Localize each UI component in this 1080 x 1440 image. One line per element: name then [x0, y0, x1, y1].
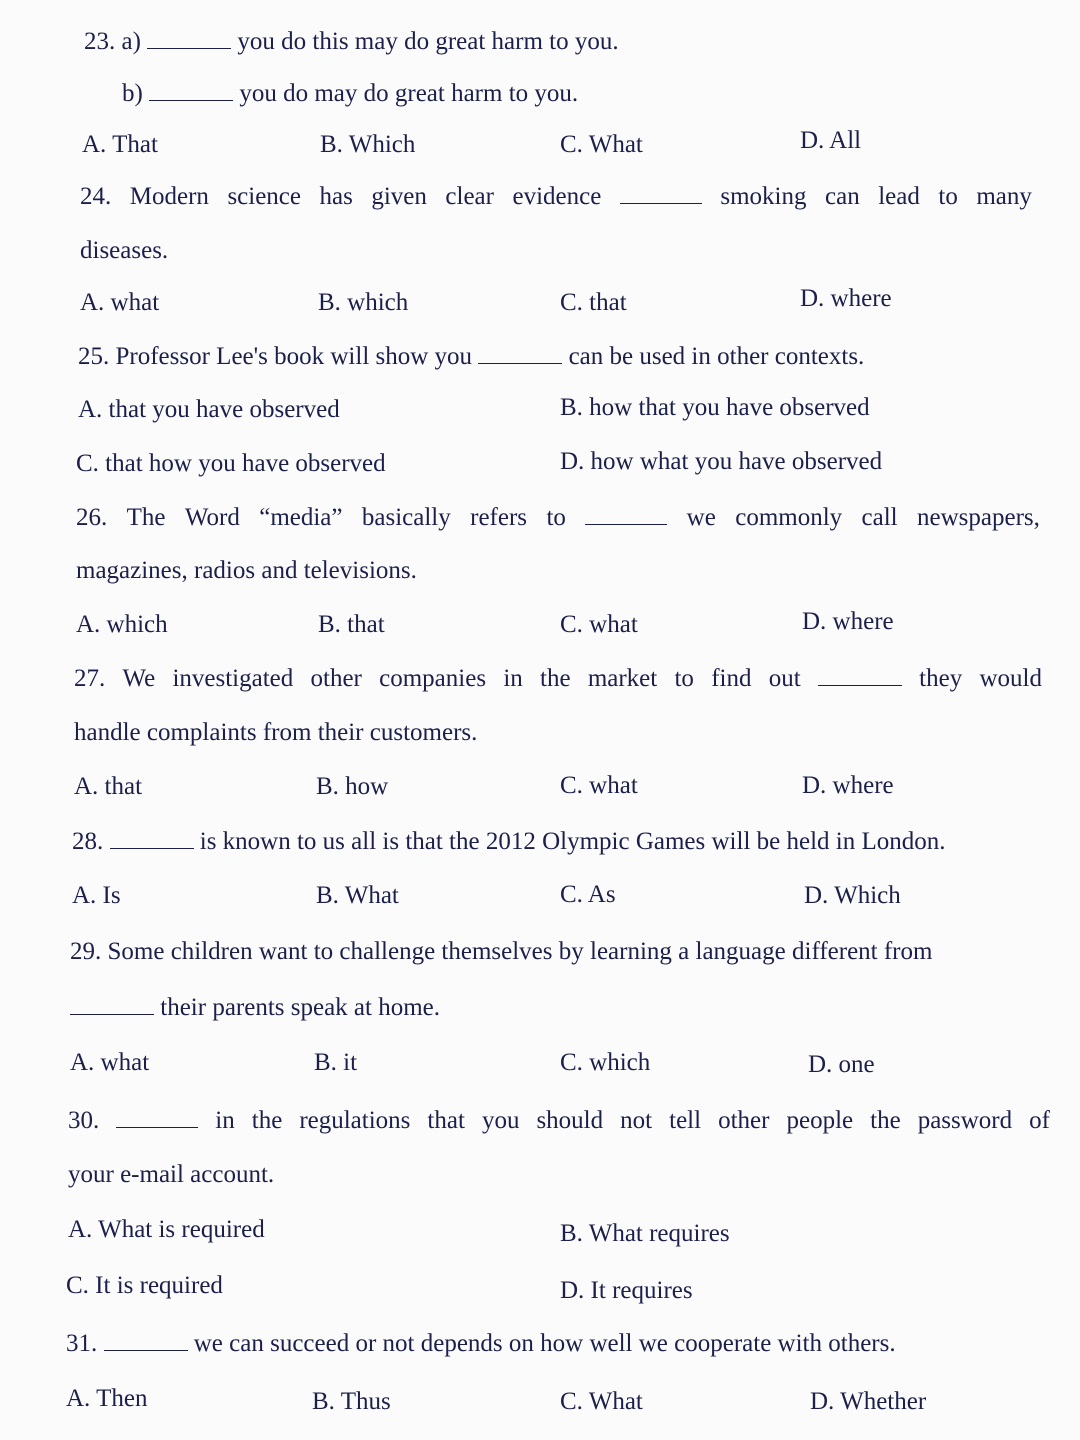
question-number: 23. [84, 28, 116, 55]
stem-word: evidence [512, 183, 602, 210]
stem-word: that [427, 1107, 465, 1134]
stem-word: the [251, 1107, 283, 1134]
question-number: 27. [74, 665, 106, 692]
option-d: D. where [802, 608, 894, 635]
question-number: 26. [76, 504, 108, 531]
stem-word: smoking [720, 183, 807, 210]
stem-word: basically [361, 504, 451, 531]
stem-text: Some children want to challenge themselves by learning a language different from [107, 938, 933, 965]
option-b: B. how [316, 773, 389, 800]
option-d: D. All [800, 127, 862, 154]
answer-blank [585, 502, 667, 525]
question-number: 30. [68, 1107, 100, 1134]
question-27-stem [74, 663, 1042, 694]
stem-word: lead [878, 183, 920, 210]
stem-word: tell [669, 1107, 702, 1134]
question-number: 28. [72, 828, 104, 855]
stem-word: we [686, 504, 716, 531]
question-24-continuation: diseases. [80, 237, 169, 264]
stem-text: you do this may do great harm to you. [237, 28, 619, 55]
stem-word: other [310, 665, 362, 692]
answer-blank [149, 78, 233, 101]
option-b: B. it [314, 1049, 358, 1076]
option-c: C. what [560, 611, 638, 638]
option-a: A. which [76, 611, 168, 638]
option-c: C. that how you have observed [76, 450, 386, 477]
option-d: D. Whether [810, 1388, 927, 1415]
part-label: a) [121, 28, 141, 55]
option-b: B. which [318, 289, 409, 316]
stem-word: they [919, 665, 963, 692]
option-a: A. Is [72, 882, 121, 909]
stem-word: in [215, 1107, 235, 1134]
stem-word: has [319, 183, 353, 210]
stem-word: to [938, 183, 958, 210]
question-23-part-a [84, 26, 619, 57]
stem-word: not [620, 1107, 653, 1134]
stem-word: refers [470, 504, 528, 531]
stem-word: to [674, 665, 694, 692]
option-d: D. It requires [560, 1277, 693, 1304]
stem-word: other [718, 1107, 770, 1134]
stem-word: to [546, 504, 566, 531]
stem-word: in [503, 665, 523, 692]
answer-blank [147, 26, 231, 49]
stem-word: people [786, 1107, 854, 1134]
stem-word: should [536, 1107, 604, 1134]
question-26-stem [76, 502, 1040, 533]
answer-blank [620, 181, 702, 204]
stem-word: password [917, 1107, 1013, 1134]
question-26-continuation: magazines, radios and televisions. [76, 557, 417, 584]
option-c: C. It is required [66, 1272, 223, 1299]
question-29-continuation [70, 992, 440, 1023]
stem-word: the [870, 1107, 901, 1134]
stem-word: “media” [259, 504, 343, 531]
option-c: C. what [560, 772, 638, 799]
stem-word: companies [379, 665, 487, 692]
question-28-stem [72, 826, 946, 857]
question-23-part-b [122, 78, 578, 109]
option-c: C. What [560, 1388, 643, 1415]
stem-text: you do may do great harm to you. [239, 80, 579, 107]
answer-blank [104, 1328, 188, 1351]
answer-blank [818, 663, 902, 686]
option-b: B. What requires [560, 1220, 730, 1247]
stem-text: Professor Lee's book will show you [115, 343, 473, 370]
question-24-stem [80, 181, 1032, 212]
stem-text: we can succeed or not depends on how well we cooperate with others. [193, 1330, 896, 1357]
question-number: 25. [78, 343, 110, 370]
stem-word: investigated [172, 665, 294, 692]
part-label: b) [122, 80, 143, 107]
option-c: C. As [560, 881, 616, 908]
option-d: D. where [802, 772, 894, 799]
stem-text: is known to us all is that the 2012 Olympic Games will be held in London. [199, 828, 946, 855]
question-27-continuation: handle complaints from their customers. [74, 719, 478, 746]
stem-text: can be used in other contexts. [568, 343, 865, 370]
option-d: D. where [800, 285, 892, 312]
question-number: 24. [80, 183, 112, 210]
option-c: C. that [560, 289, 627, 316]
question-25-stem [78, 341, 864, 372]
stem-text: their parents speak at home. [160, 994, 441, 1021]
question-number: 31. [66, 1330, 98, 1357]
option-a: A. that [74, 773, 143, 800]
question-30-stem [68, 1105, 1050, 1136]
stem-word: can [825, 183, 860, 210]
stem-word: commonly [735, 504, 843, 531]
stem-word: regulations [299, 1107, 411, 1134]
question-31-stem [66, 1328, 896, 1359]
option-a: A. what [70, 1049, 150, 1076]
answer-blank [116, 1105, 198, 1128]
option-a: A. What is required [68, 1216, 265, 1243]
option-b: B. What [316, 882, 399, 909]
question-29-stem [70, 937, 932, 967]
stem-word: The [126, 504, 166, 531]
stem-word: the [540, 665, 571, 692]
option-b: B. how that you have observed [560, 394, 870, 421]
stem-word: science [227, 183, 301, 210]
option-c: C. What [560, 131, 643, 158]
option-c: C. which [560, 1049, 651, 1076]
stem-word: call [861, 504, 898, 531]
stem-word: newspapers, [917, 504, 1040, 531]
question-30-continuation: your e-mail account. [68, 1161, 275, 1188]
stem-word: find [711, 665, 752, 692]
answer-blank [478, 341, 562, 364]
option-d: D. Which [804, 882, 901, 909]
question-number: 29. [70, 938, 102, 965]
option-b: B. Thus [312, 1388, 391, 1415]
option-b: B. Which [320, 131, 416, 158]
stem-word: of [1029, 1107, 1050, 1134]
stem-word: We [122, 665, 156, 692]
stem-word: out [768, 665, 801, 692]
stem-word: clear [445, 183, 494, 210]
answer-blank [70, 992, 154, 1015]
option-d: D. how what you have observed [560, 448, 883, 475]
stem-word: given [371, 183, 427, 210]
stem-word: many [976, 183, 1032, 210]
stem-word: market [587, 665, 658, 692]
option-a: A. Then [66, 1385, 148, 1412]
option-a: A. That [82, 131, 158, 158]
option-a: A. what [80, 289, 160, 316]
option-a: A. that you have observed [78, 396, 340, 423]
stem-word: Modern [129, 183, 209, 210]
stem-word: would [979, 665, 1042, 692]
option-b: B. that [318, 611, 385, 638]
stem-word: you [481, 1107, 520, 1134]
answer-blank [110, 826, 194, 849]
stem-word: Word [184, 504, 240, 531]
option-d: D. one [808, 1051, 875, 1078]
